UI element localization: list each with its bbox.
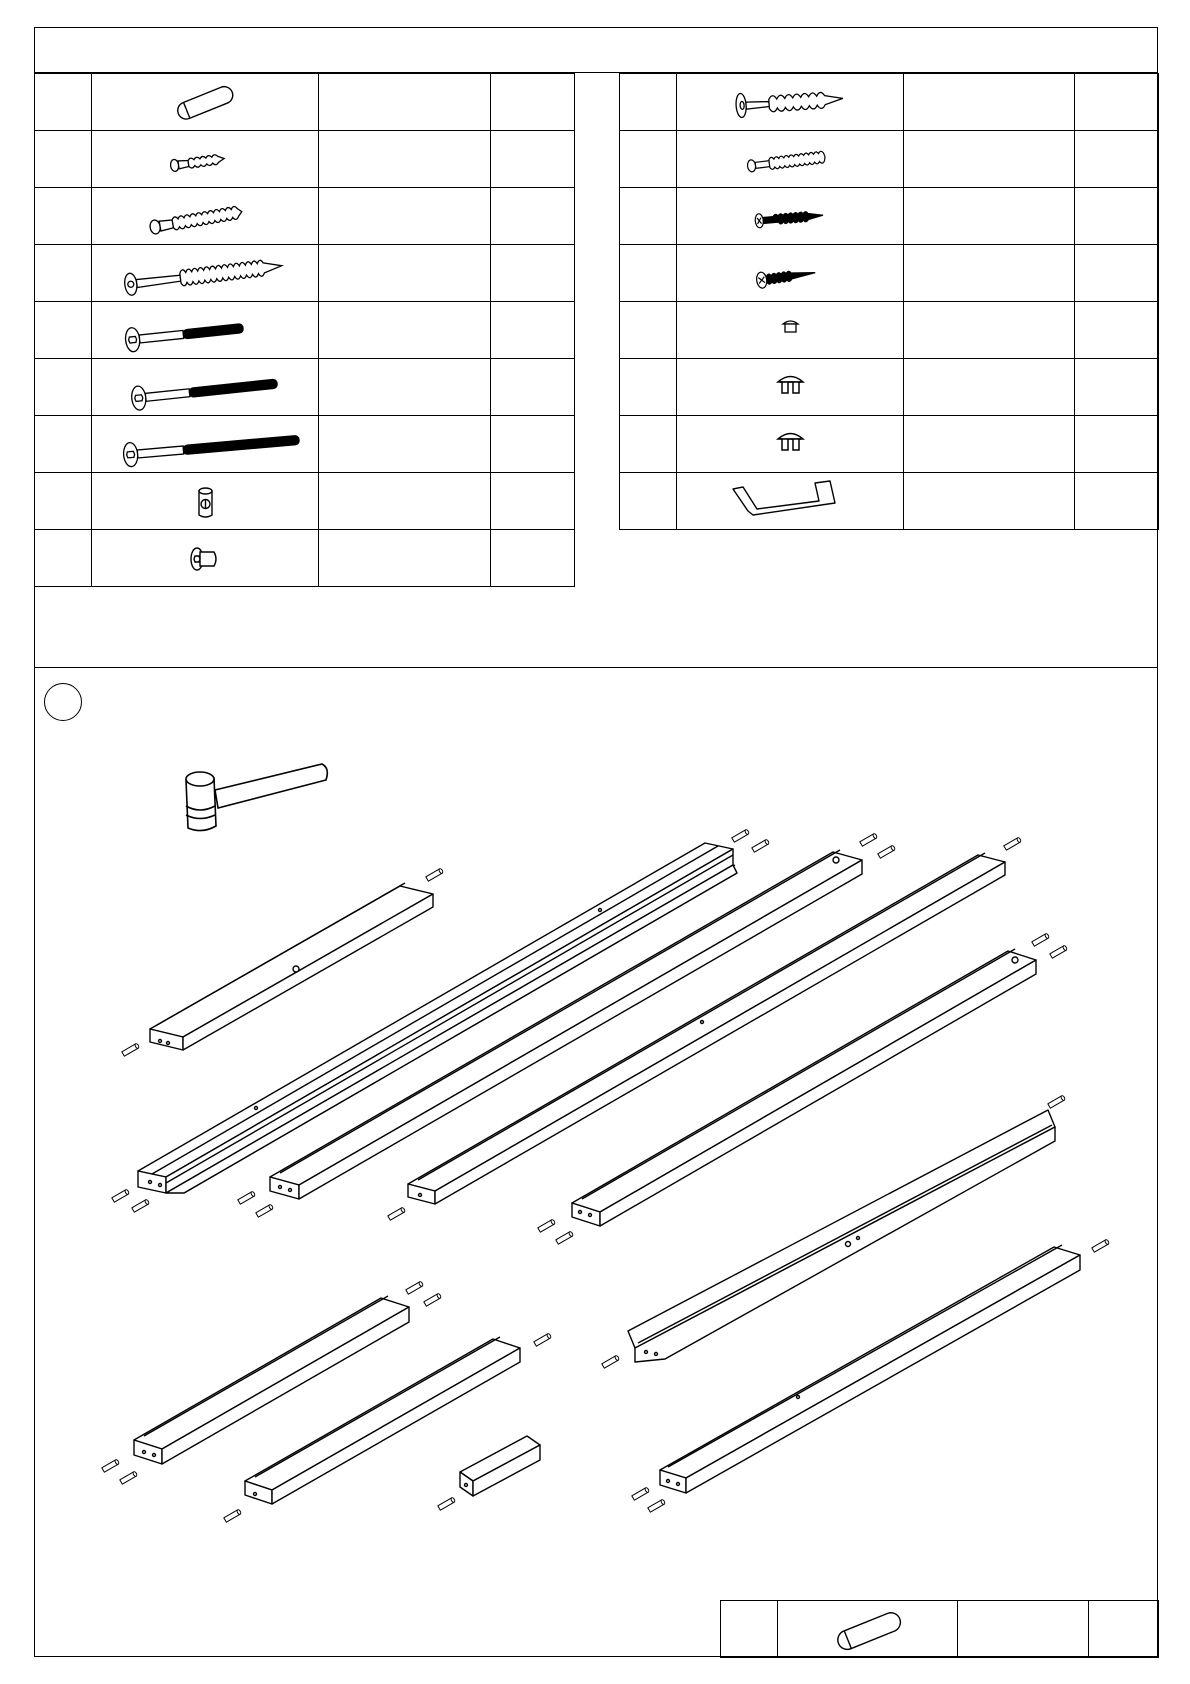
part-image xyxy=(778,1601,958,1658)
mallet-icon xyxy=(186,764,327,831)
table-row xyxy=(721,1601,1159,1658)
dowel-icon xyxy=(778,1601,958,1657)
small-block xyxy=(460,1436,540,1496)
part-id xyxy=(721,1601,778,1658)
part-name xyxy=(958,1601,1089,1658)
part-qty xyxy=(1089,1601,1159,1658)
board-long-2 xyxy=(270,850,862,1199)
step-parts-table xyxy=(720,1600,1159,1658)
